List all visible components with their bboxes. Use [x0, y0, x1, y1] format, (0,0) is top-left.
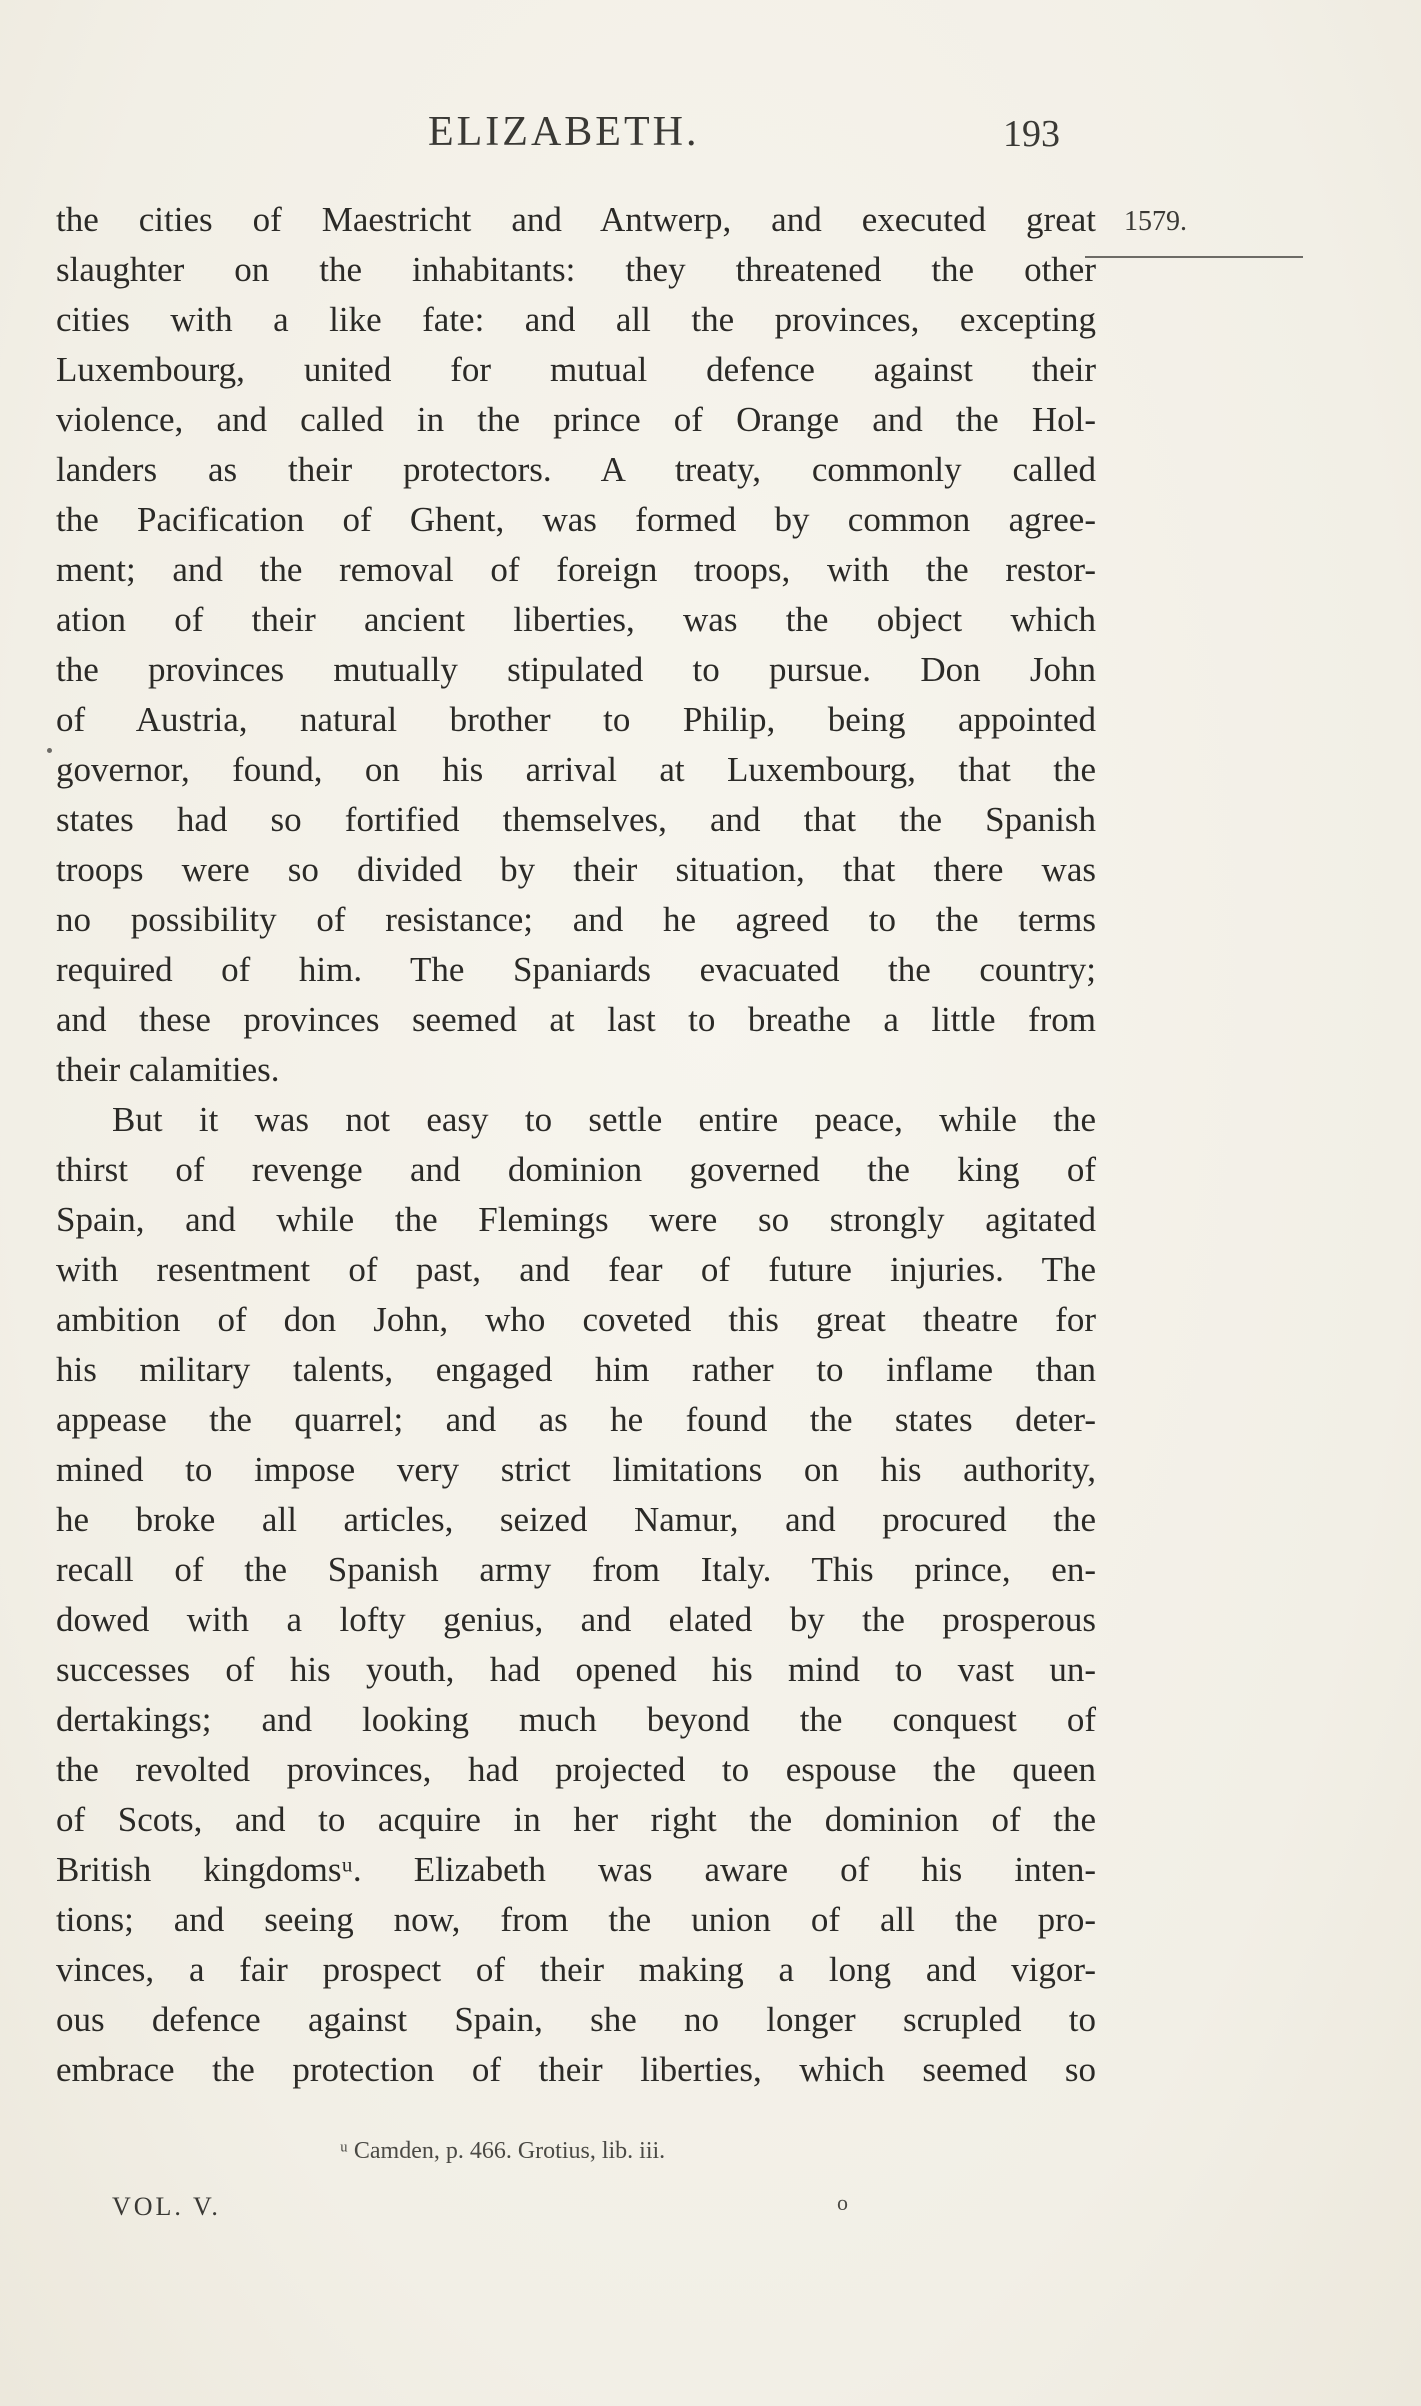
- text-line: slaughter on the inhabitants: they threatened the other: [56, 250, 1096, 289]
- margin-rule: [1085, 256, 1303, 258]
- text-line: troops were so divided by their situation, that there was: [56, 850, 1096, 889]
- text-line: he broke all articles, seized Namur, and procured the: [56, 1500, 1096, 1539]
- text-line: mined to impose very strict limitations on his authority,: [56, 1450, 1096, 1489]
- footnote: ᵘ Camden, p. 466. Grotius, lib. iii.: [340, 2138, 666, 2164]
- text-line: with resentment of past, and fear of future injuries. The: [56, 1250, 1096, 1289]
- text-line: Luxembourg, united for mutual defence against their: [56, 350, 1096, 389]
- text-line: the Pacification of Ghent, was formed by common agree-: [56, 500, 1096, 539]
- text-line: states had so fortified themselves, and that the Spanish: [56, 800, 1096, 839]
- text-line: the cities of Maestricht and Antwerp, and executed great: [56, 200, 1096, 239]
- text-line: dowed with a lofty genius, and elated by the prosperous: [56, 1600, 1096, 1639]
- text-line: embrace the protection of their liberties, which seemed so: [56, 2050, 1096, 2089]
- text-line: recall of the Spanish army from Italy. This prince, en-: [56, 1550, 1096, 1589]
- text-line: the revolted provinces, had projected to espouse the queen: [56, 1750, 1096, 1789]
- margin-year-note: 1579.: [1124, 206, 1187, 237]
- ink-speck: [47, 748, 52, 753]
- text-line: thirst of revenge and dominion governed the king of: [56, 1150, 1096, 1189]
- text-line: landers as their protectors. A treaty, commonly called: [56, 450, 1096, 489]
- text-line: ambition of don John, who coveted this great theatre for: [56, 1300, 1096, 1339]
- text-line: appease the quarrel; and as he found the states deter-: [56, 1400, 1096, 1439]
- signature-mark: o: [837, 2190, 848, 2215]
- text-line: British kingdomsᵘ. Elizabeth was aware of his inten-: [56, 1850, 1096, 1889]
- text-line: his military talents, engaged him rather to inflame than: [56, 1350, 1096, 1389]
- body-text: [56, 195, 1096, 2095]
- page-number: 193: [1003, 113, 1060, 155]
- text-line: governor, found, on his arrival at Luxembourg, that the: [56, 750, 1096, 789]
- text-line: tions; and seeing now, from the union of all the pro-: [56, 1900, 1096, 1939]
- text-line: violence, and called in the prince of Orange and the Hol-: [56, 400, 1096, 439]
- text-line: of Austria, natural brother to Philip, being appointed: [56, 700, 1096, 739]
- text-line: required of him. The Spaniards evacuated the country;: [56, 950, 1096, 989]
- text-line: ation of their ancient liberties, was the object which: [56, 600, 1096, 639]
- text-line: vinces, a fair prospect of their making a long and vigor-: [56, 1950, 1096, 1989]
- text-line: But it was not easy to settle entire peace, while the: [112, 1100, 1096, 1139]
- text-line: no possibility of resistance; and he agreed to the terms: [56, 900, 1096, 939]
- text-line: of Scots, and to acquire in her right the dominion of the: [56, 1800, 1096, 1839]
- text-line: successes of his youth, had opened his mind to vast un-: [56, 1650, 1096, 1689]
- text-line: dertakings; and looking much beyond the conquest of: [56, 1700, 1096, 1739]
- text-line: Spain, and while the Flemings were so strongly agitated: [56, 1200, 1096, 1239]
- text-line: cities with a like fate: and all the provinces, excepting: [56, 300, 1096, 339]
- text-line: ment; and the removal of foreign troops, with the restor-: [56, 550, 1096, 589]
- page-header: [0, 108, 1421, 168]
- text-line: the provinces mutually stipulated to pursue. Don John: [56, 650, 1096, 689]
- text-line: their calamities.: [56, 1050, 280, 1089]
- text-line: and these provinces seemed at last to breathe a little from: [56, 1000, 1096, 1039]
- running-head: ELIZABETH.: [428, 109, 700, 155]
- text-line: ous defence against Spain, she no longer scrupled to: [56, 2000, 1096, 2039]
- volume-signature: VOL. V.: [112, 2192, 221, 2221]
